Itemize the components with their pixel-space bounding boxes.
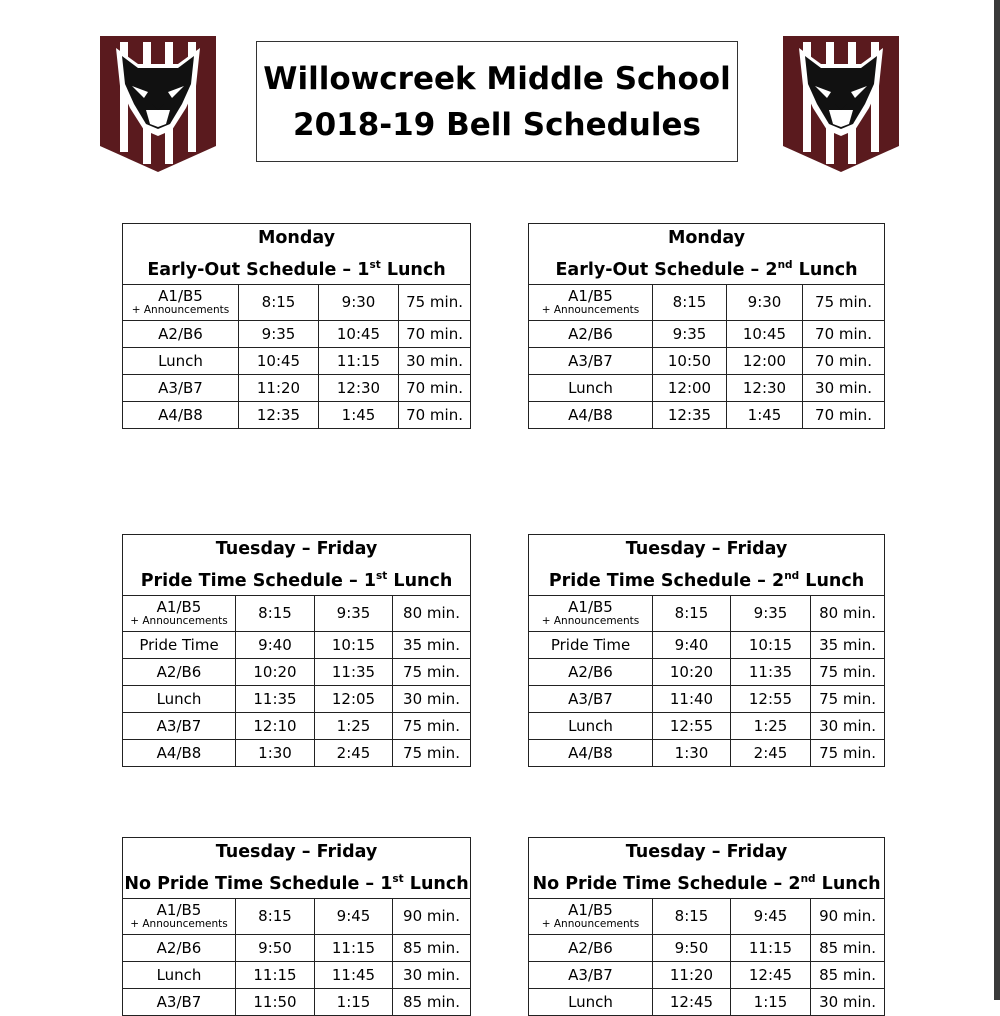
schedule-table <box>528 534 885 767</box>
start-time: 11:15 <box>236 961 315 988</box>
schedule-name: No Pride Time Schedule – 2nd Lunch <box>532 873 881 894</box>
period-name: A3/B7 <box>123 712 236 739</box>
end-time: 9:30 <box>319 284 399 320</box>
duration: 75 min. <box>811 685 885 712</box>
duration: 30 min. <box>803 374 885 401</box>
end-time: 12:45 <box>731 961 811 988</box>
duration: 75 min. <box>393 712 471 739</box>
period-name: A1/B5 <box>568 901 613 920</box>
start-time: 11:20 <box>653 961 731 988</box>
table-row <box>123 658 471 685</box>
period-name: A3/B7 <box>529 961 653 988</box>
end-time: 1:25 <box>731 712 811 739</box>
wolf-crest-left <box>98 34 218 174</box>
end-time: 11:45 <box>315 961 393 988</box>
period-name: A2/B6 <box>529 320 653 347</box>
start-time: 1:30 <box>653 739 731 766</box>
end-time: 2:45 <box>731 739 811 766</box>
schedule-heading <box>123 224 471 285</box>
table-row <box>529 284 885 320</box>
schedule-table <box>122 837 471 1016</box>
period-name: Pride Time <box>529 631 653 658</box>
period-name: A3/B7 <box>123 988 236 1015</box>
duration: 90 min. <box>811 898 885 934</box>
period-name: A1/B5 <box>568 287 613 306</box>
period-name: A3/B7 <box>529 685 653 712</box>
start-time: 10:20 <box>653 658 731 685</box>
duration: 75 min. <box>803 284 885 320</box>
period-name: A1/B5 <box>568 598 613 617</box>
end-time: 1:15 <box>315 988 393 1015</box>
period-name: A1/B5 <box>156 901 202 920</box>
start-time: 9:35 <box>239 320 319 347</box>
duration: 85 min. <box>393 934 471 961</box>
table-row <box>529 685 885 712</box>
table-row <box>529 374 885 401</box>
table-row <box>123 401 471 428</box>
start-time: 11:20 <box>239 374 319 401</box>
table-row <box>529 961 885 988</box>
period-note: + Announcements <box>541 304 640 317</box>
end-time: 11:15 <box>731 934 811 961</box>
start-time: 8:15 <box>653 595 731 631</box>
end-time: 11:15 <box>319 347 399 374</box>
end-time: 10:45 <box>319 320 399 347</box>
duration: 30 min. <box>811 712 885 739</box>
schedule-name: Pride Time Schedule – 2nd Lunch <box>548 570 865 591</box>
start-time: 8:15 <box>236 898 315 934</box>
table-row <box>123 739 471 766</box>
schedule-table <box>122 223 471 429</box>
table-row <box>529 595 885 631</box>
start-time: 12:10 <box>236 712 315 739</box>
period-note: + Announcements <box>541 615 640 628</box>
schedule-name: No Pride Time Schedule – 1st Lunch <box>124 873 469 894</box>
start-time: 9:40 <box>236 631 315 658</box>
period-name: A2/B6 <box>123 934 236 961</box>
end-time: 11:15 <box>315 934 393 961</box>
period-name: Pride Time <box>123 631 236 658</box>
start-time: 12:35 <box>653 401 727 428</box>
start-time: 11:40 <box>653 685 731 712</box>
duration: 70 min. <box>399 401 471 428</box>
period-name: A4/B8 <box>529 401 653 428</box>
end-time: 1:45 <box>319 401 399 428</box>
table-row <box>529 898 885 934</box>
start-time: 11:35 <box>236 685 315 712</box>
table-row <box>123 374 471 401</box>
schedule-table <box>528 223 885 429</box>
table-row <box>529 320 885 347</box>
duration: 80 min. <box>393 595 471 631</box>
duration: 70 min. <box>803 320 885 347</box>
duration: 85 min. <box>393 988 471 1015</box>
period-note: + Announcements <box>131 304 230 317</box>
end-time: 1:25 <box>315 712 393 739</box>
start-time: 12:45 <box>653 988 731 1015</box>
end-time: 2:45 <box>315 739 393 766</box>
start-time: 9:50 <box>236 934 315 961</box>
schedule-name: Early-Out Schedule – 1st Lunch <box>147 259 446 280</box>
period-note: + Announcements <box>130 615 228 628</box>
schedule-heading <box>529 224 885 285</box>
duration: 90 min. <box>393 898 471 934</box>
table-row <box>123 685 471 712</box>
end-time: 1:15 <box>731 988 811 1015</box>
period-name: A2/B6 <box>123 320 239 347</box>
wolf-crest-right <box>781 34 901 174</box>
table-row <box>123 988 471 1015</box>
duration: 35 min. <box>393 631 471 658</box>
end-time: 12:30 <box>319 374 399 401</box>
start-time: 8:15 <box>653 898 731 934</box>
duration: 75 min. <box>811 739 885 766</box>
table-row <box>529 739 885 766</box>
end-time: 12:30 <box>727 374 803 401</box>
end-time: 10:15 <box>315 631 393 658</box>
end-time: 9:45 <box>315 898 393 934</box>
period-name: A4/B8 <box>529 739 653 766</box>
period-note: + Announcements <box>130 918 228 931</box>
table-row <box>123 631 471 658</box>
end-time: 12:00 <box>727 347 803 374</box>
period-name: Lunch <box>529 374 653 401</box>
table-row <box>529 934 885 961</box>
table-row <box>123 284 471 320</box>
duration: 75 min. <box>811 658 885 685</box>
table-row <box>529 347 885 374</box>
start-time: 9:50 <box>653 934 731 961</box>
period-name: A3/B7 <box>123 374 239 401</box>
school-name: Willowcreek Middle School <box>263 60 731 97</box>
schedule-heading <box>529 838 885 899</box>
period-name: A4/B8 <box>123 401 239 428</box>
start-time: 8:15 <box>236 595 315 631</box>
period-name: Lunch <box>123 961 236 988</box>
period-name: Lunch <box>529 988 653 1015</box>
period-name: A4/B8 <box>123 739 236 766</box>
table-row <box>123 934 471 961</box>
period-name: A1/B5 <box>156 598 202 617</box>
schedule-table <box>528 837 885 1016</box>
table-row <box>529 631 885 658</box>
schedule-name: Pride Time Schedule – 1st Lunch <box>140 570 453 591</box>
title-box <box>256 41 738 162</box>
duration: 85 min. <box>811 934 885 961</box>
page-edge <box>994 0 1000 1000</box>
schedule-heading <box>529 535 885 596</box>
schedule-day: Monday <box>667 228 746 248</box>
schedule-day: Tuesday – Friday <box>625 842 788 862</box>
document-title: 2018-19 Bell Schedules <box>293 106 701 143</box>
start-time: 8:15 <box>239 284 319 320</box>
duration: 30 min. <box>393 961 471 988</box>
schedule-day: Tuesday – Friday <box>215 539 378 559</box>
period-name: A1/B5 <box>158 287 203 306</box>
start-time: 12:00 <box>653 374 727 401</box>
end-time: 1:45 <box>727 401 803 428</box>
start-time: 1:30 <box>236 739 315 766</box>
wolf-logo-icon <box>98 34 218 174</box>
end-time: 9:45 <box>731 898 811 934</box>
schedule-heading <box>123 838 471 899</box>
duration: 75 min. <box>393 658 471 685</box>
period-name: A2/B6 <box>123 658 236 685</box>
duration: 75 min. <box>393 739 471 766</box>
table-row <box>123 347 471 374</box>
table-row <box>123 320 471 347</box>
start-time: 10:50 <box>653 347 727 374</box>
schedule-day: Monday <box>257 228 336 248</box>
end-time: 12:55 <box>731 685 811 712</box>
table-row <box>529 712 885 739</box>
period-name: Lunch <box>123 685 236 712</box>
start-time: 10:20 <box>236 658 315 685</box>
table-row <box>529 658 885 685</box>
wolf-logo-icon <box>781 34 901 174</box>
period-name: A2/B6 <box>529 658 653 685</box>
table-row <box>123 898 471 934</box>
table-row <box>529 988 885 1015</box>
start-time: 12:35 <box>239 401 319 428</box>
start-time: 11:50 <box>236 988 315 1015</box>
schedule-day: Tuesday – Friday <box>215 842 378 862</box>
end-time: 9:35 <box>731 595 811 631</box>
duration: 70 min. <box>399 320 471 347</box>
end-time: 9:30 <box>727 284 803 320</box>
end-time: 11:35 <box>731 658 811 685</box>
end-time: 12:05 <box>315 685 393 712</box>
period-note: + Announcements <box>541 918 640 931</box>
start-time: 12:55 <box>653 712 731 739</box>
start-time: 8:15 <box>653 284 727 320</box>
table-row <box>123 595 471 631</box>
duration: 35 min. <box>811 631 885 658</box>
period-name: Lunch <box>123 347 239 374</box>
start-time: 10:45 <box>239 347 319 374</box>
table-row <box>123 961 471 988</box>
end-time: 9:35 <box>315 595 393 631</box>
duration: 30 min. <box>811 988 885 1015</box>
end-time: 10:45 <box>727 320 803 347</box>
duration: 70 min. <box>399 374 471 401</box>
schedule-name: Early-Out Schedule – 2nd Lunch <box>555 259 858 280</box>
period-name: Lunch <box>529 712 653 739</box>
period-name: A2/B6 <box>529 934 653 961</box>
end-time: 10:15 <box>731 631 811 658</box>
end-time: 11:35 <box>315 658 393 685</box>
period-name: A3/B7 <box>529 347 653 374</box>
schedule-day: Tuesday – Friday <box>625 539 788 559</box>
start-time: 9:35 <box>653 320 727 347</box>
schedule-table <box>122 534 471 767</box>
duration: 75 min. <box>399 284 471 320</box>
duration: 30 min. <box>393 685 471 712</box>
schedule-heading <box>123 535 471 596</box>
duration: 80 min. <box>811 595 885 631</box>
duration: 30 min. <box>399 347 471 374</box>
duration: 85 min. <box>811 961 885 988</box>
start-time: 9:40 <box>653 631 731 658</box>
duration: 70 min. <box>803 401 885 428</box>
duration: 70 min. <box>803 347 885 374</box>
table-row <box>123 712 471 739</box>
table-row <box>529 401 885 428</box>
